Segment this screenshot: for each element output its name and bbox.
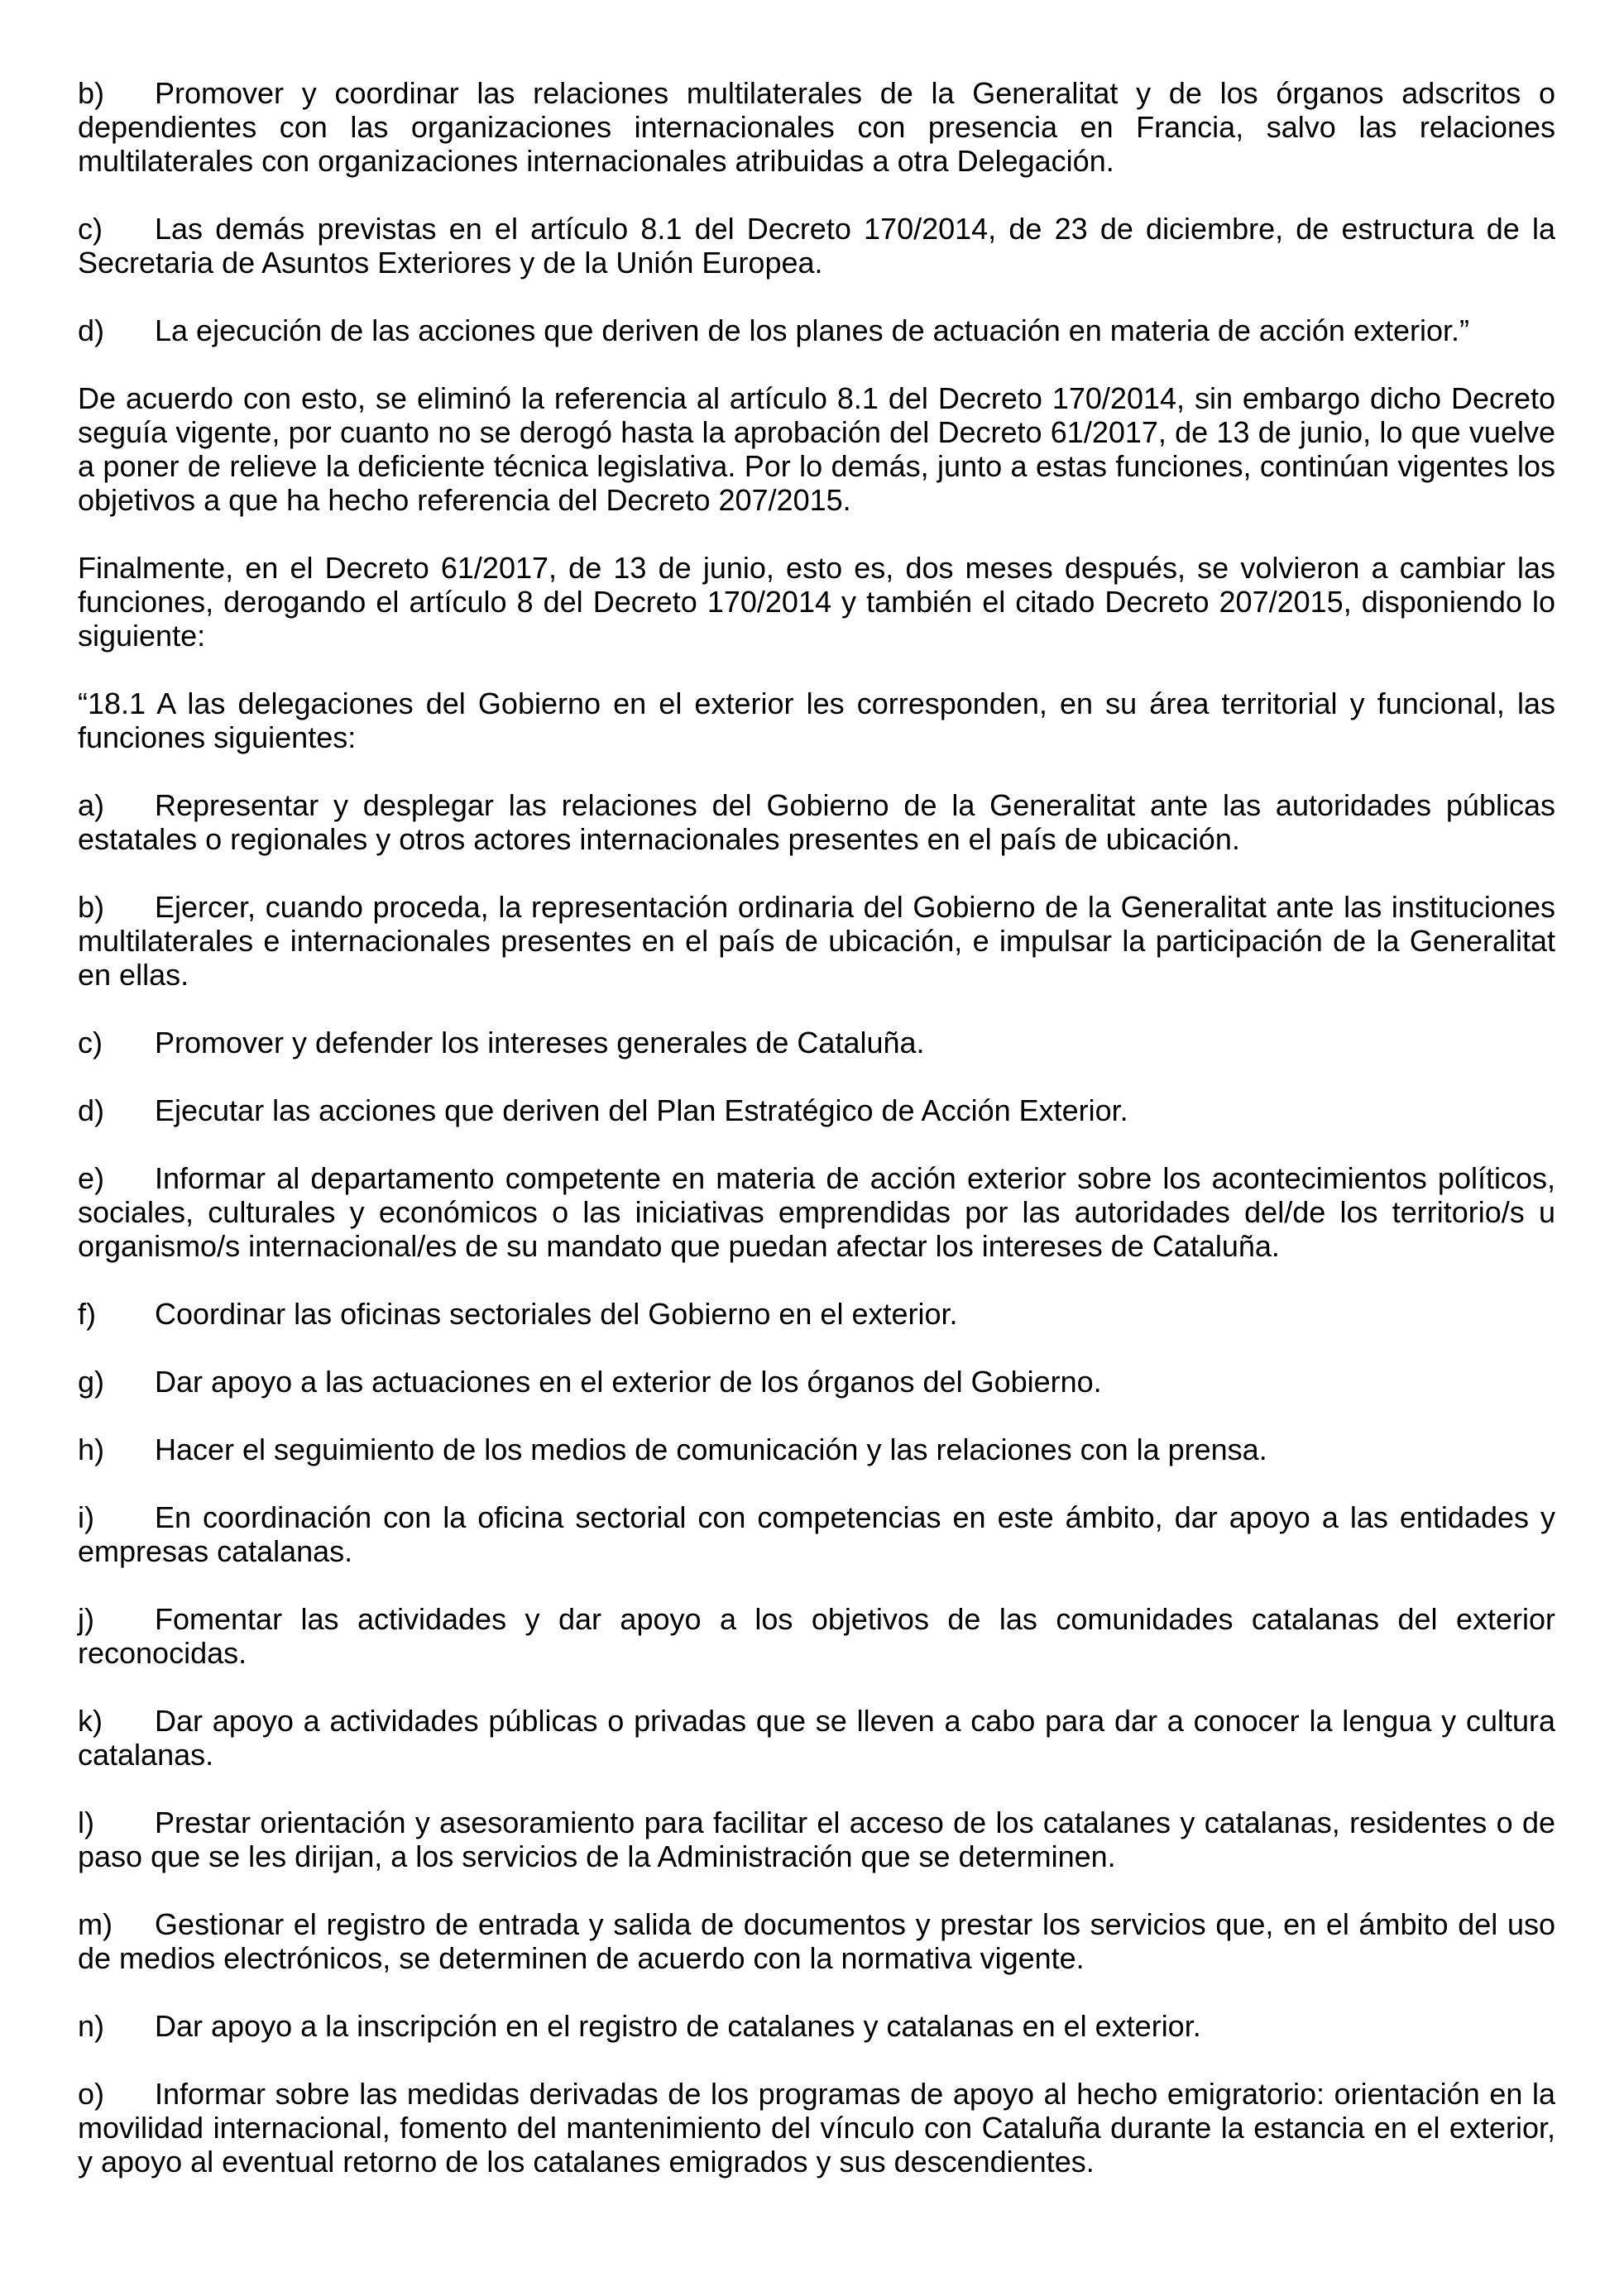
- list-item-n: [78, 2009, 1555, 2043]
- item-letter: m): [78, 1907, 113, 1941]
- list-item-j: [78, 1602, 1555, 1670]
- list-item-top-c: [78, 212, 1555, 280]
- item-letter: c): [78, 1026, 103, 1060]
- item-text: Dar apoyo a actividades públicas o privadas que se lleven a cabo para dar a conocer la lengua y cultura catalanas.: [78, 1704, 1555, 1772]
- paragraph-1: De acuerdo con esto, se eliminó la referencia al artículo 8.1 del Decreto 170/2014, sin embargo dicho Decreto seguía vigente, por cuanto no se derogó hasta la aprobación del Decreto 61/2017, de 13 de junio, lo que vuelve a poner de relieve la deficiente técnica legislativa. Por lo demás, junto a estas funciones, continúan vigentes los objetivos a que ha hecho referencia del Decreto 207/2015.: [78, 381, 1555, 517]
- list-item-f: [78, 1297, 1555, 1331]
- item-text: La ejecución de las acciones que deriven de los planes de actuación en materia de acción exterior.”: [155, 313, 1469, 347]
- item-text: Prestar orientación y asesoramiento para facilitar el acceso de los catalanes y catalanas, residentes o de paso que se les dirijan, a los servicios de la Administración que se determinen.: [78, 1806, 1555, 1873]
- item-letter: d): [78, 313, 105, 347]
- item-text: Informar al departamento competente en materia de acción exterior sobre los acontecimientos políticos, sociales, culturales y económicos o las iniciativas emprendidas por las autoridades del/de los territorio/s u organismo/s internacional/es de su mandato que puedan afectar los intereses de Cataluña.: [78, 1161, 1555, 1263]
- item-letter: c): [78, 212, 103, 246]
- list-item-top-b: [78, 76, 1555, 178]
- item-letter: b): [78, 76, 105, 110]
- list-item-i: [78, 1500, 1555, 1568]
- item-text: Hacer el seguimiento de los medios de comunicación y las relaciones con la prensa.: [155, 1433, 1267, 1466]
- item-text: En coordinación con la oficina sectorial con competencias en este ámbito, dar apoyo a las entidades y empresas catalanas.: [78, 1500, 1555, 1568]
- document-page: [78, 76, 1555, 2212]
- list-item-h: [78, 1433, 1555, 1466]
- item-text: Promover y coordinar las relaciones multilaterales de la Generalitat y de los órganos adscritos o dependientes con las organizaciones internacionales con presencia en Francia, salvo las relaciones multilaterales con organizaciones internacionales atribuidas a otra Delegación.: [78, 76, 1555, 178]
- list-item-b: [78, 890, 1555, 992]
- paragraph-2: Finalmente, en el Decreto 61/2017, de 13 de junio, esto es, dos meses después, se volvieron a cambiar las funciones, derogando el artículo 8 del Decreto 170/2014 y también el citado Decreto 207/2015, disponiendo lo siguiente:: [78, 551, 1555, 653]
- paragraph-3: “18.1 A las delegaciones del Gobierno en el exterior les corresponden, en su área territorial y funcional, las funciones siguientes:: [78, 686, 1555, 754]
- list-item-c: [78, 1026, 1555, 1060]
- item-letter: n): [78, 2009, 105, 2043]
- item-text: Ejercer, cuando proceda, la representación ordinaria del Gobierno de la Generalitat ante las instituciones multilaterales e internacionales presentes en el país de ubicación, e impulsar la participación de la Generalitat en ellas.: [78, 890, 1555, 992]
- item-text: Representar y desplegar las relaciones del Gobierno de la Generalitat ante las autoridades públicas estatales o regionales y otros actores internacionales presentes en el país de ubicación.: [78, 788, 1555, 856]
- item-text: Las demás previstas en el artículo 8.1 del Decreto 170/2014, de 23 de diciembre, de estructura de la Secretaria de Asuntos Exteriores y de la Unión Europea.: [78, 212, 1555, 280]
- list-item-e: [78, 1161, 1555, 1263]
- list-item-o: [78, 2077, 1555, 2179]
- item-text: Ejecutar las acciones que deriven del Plan Estratégico de Acción Exterior.: [155, 1093, 1128, 1127]
- list-item-g: [78, 1365, 1555, 1399]
- item-letter: g): [78, 1365, 105, 1399]
- item-text: Fomentar las actividades y dar apoyo a los objetivos de las comunidades catalanas del exterior reconocidas.: [78, 1602, 1555, 1670]
- list-item-top-d: [78, 313, 1555, 347]
- list-item-k: [78, 1704, 1555, 1772]
- item-letter: o): [78, 2077, 105, 2111]
- list-item-a: [78, 788, 1555, 856]
- list-item-l: [78, 1806, 1555, 1873]
- item-letter: h): [78, 1433, 105, 1466]
- item-letter: d): [78, 1093, 105, 1127]
- item-letter: b): [78, 890, 105, 924]
- item-letter: i): [78, 1500, 94, 1534]
- item-letter: e): [78, 1161, 105, 1195]
- item-letter: f): [78, 1297, 96, 1331]
- item-letter: j): [78, 1602, 94, 1636]
- item-text: Gestionar el registro de entrada y salida de documentos y prestar los servicios que, en el ámbito del uso de medios electrónicos, se determinen de acuerdo con la normativa vigente.: [78, 1907, 1555, 1975]
- item-letter: k): [78, 1704, 103, 1738]
- item-letter: a): [78, 788, 105, 822]
- item-text: Dar apoyo a la inscripción en el registro de catalanes y catalanas en el exterior.: [155, 2009, 1201, 2043]
- list-item-m: [78, 1907, 1555, 1975]
- item-text: Dar apoyo a las actuaciones en el exterior de los órganos del Gobierno.: [155, 1365, 1102, 1399]
- list-item-d: [78, 1093, 1555, 1127]
- item-text: Coordinar las oficinas sectoriales del Gobierno en el exterior.: [155, 1297, 958, 1331]
- item-letter: l): [78, 1806, 94, 1839]
- item-text: Promover y defender los intereses generales de Cataluña.: [155, 1026, 925, 1060]
- item-text: Informar sobre las medidas derivadas de los programas de apoyo al hecho emigratorio: orientación en la movilidad internacional, fomento del mantenimiento del vínculo con Cataluña durante la estancia en el exterior, y apoyo al eventual retorno de los catalanes emigrados y sus descendientes.: [78, 2077, 1555, 2179]
